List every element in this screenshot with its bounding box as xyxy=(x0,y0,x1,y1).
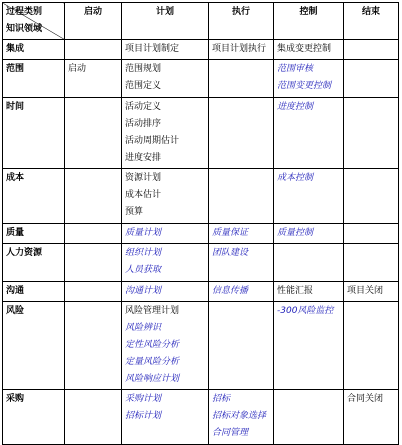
process-item: 定量风险分析 xyxy=(125,357,180,367)
process-item: 质量保证 xyxy=(212,228,249,238)
process-item: 项目计划执行 xyxy=(212,44,267,54)
process-matrix-table xyxy=(2,2,399,445)
corner-header-cell xyxy=(3,3,65,40)
cell-start xyxy=(65,390,122,445)
process-item: 范围定义 xyxy=(125,81,162,91)
cell-plan xyxy=(122,390,209,445)
cell-close xyxy=(344,302,399,390)
table-row xyxy=(3,98,399,169)
table-row xyxy=(3,282,399,302)
cell-start xyxy=(65,244,122,282)
cell-execute xyxy=(209,302,274,390)
process-item: 风险响应计划 xyxy=(125,374,180,384)
cell-plan xyxy=(122,302,209,390)
phase-header-execute: 执行 xyxy=(209,3,274,40)
process-item: 合同管理 xyxy=(212,428,249,438)
cell-control xyxy=(274,282,344,302)
table-row xyxy=(3,390,399,445)
cell-plan xyxy=(122,40,209,60)
corner-label-area: 知识领域 xyxy=(6,24,43,34)
process-item: 人员获取 xyxy=(125,265,162,275)
knowledge-area-label: 质量 xyxy=(3,224,65,244)
cell-plan xyxy=(122,169,209,224)
process-item: 团队建设 xyxy=(212,248,249,258)
process-item: 风险管理计划 xyxy=(125,306,180,316)
process-item: 活动周期估计 xyxy=(125,136,180,146)
cell-close xyxy=(344,224,399,244)
table-row xyxy=(3,302,399,390)
process-item: 活动排序 xyxy=(125,119,162,129)
cell-execute xyxy=(209,169,274,224)
cell-execute xyxy=(209,60,274,98)
process-item: 预算 xyxy=(125,207,144,217)
knowledge-area-label: 时间 xyxy=(3,98,65,169)
table-row xyxy=(3,244,399,282)
cell-execute xyxy=(209,244,274,282)
cell-plan xyxy=(122,224,209,244)
process-item: 采购计划 xyxy=(125,394,162,404)
cell-control xyxy=(274,60,344,98)
table-row xyxy=(3,60,399,98)
process-item: 进度安排 xyxy=(125,153,162,163)
phase-header-start: 启动 xyxy=(65,3,122,40)
cell-close xyxy=(344,169,399,224)
process-item: 质量计划 xyxy=(125,228,162,238)
cell-close xyxy=(344,40,399,60)
cell-start xyxy=(65,98,122,169)
process-item: 项目关闭 xyxy=(347,286,384,296)
table-row xyxy=(3,169,399,224)
process-item: 招标计划 xyxy=(125,411,162,421)
cell-control xyxy=(274,390,344,445)
table-row xyxy=(3,224,399,244)
knowledge-area-label: 范围 xyxy=(3,60,65,98)
cell-start xyxy=(65,302,122,390)
process-item: 定性风险分析 xyxy=(125,340,180,350)
process-item: -300风险监控 xyxy=(277,306,334,316)
process-item: 性能汇报 xyxy=(277,286,314,296)
cell-plan xyxy=(122,60,209,98)
process-item: 信息传播 xyxy=(212,286,249,296)
cell-control xyxy=(274,224,344,244)
process-item: 进度控制 xyxy=(277,102,314,112)
process-item: 资源计划 xyxy=(125,173,162,183)
phase-header-plan: 计划 xyxy=(122,3,209,40)
cell-control xyxy=(274,40,344,60)
process-item: 风险辨识 xyxy=(125,323,162,333)
process-item: 成本估计 xyxy=(125,190,162,200)
cell-start xyxy=(65,169,122,224)
process-item: 组织计划 xyxy=(125,248,162,258)
knowledge-area-label: 沟通 xyxy=(3,282,65,302)
process-item: 招标对象选择 xyxy=(212,411,267,421)
cell-execute xyxy=(209,40,274,60)
cell-execute xyxy=(209,98,274,169)
phase-header-control: 控制 xyxy=(274,3,344,40)
corner-label-process: 过程类别 xyxy=(6,7,43,17)
cell-control xyxy=(274,244,344,282)
process-item: 招标 xyxy=(212,394,231,404)
process-item: 项目计划制定 xyxy=(125,44,180,54)
cell-execute xyxy=(209,224,274,244)
cell-close xyxy=(344,282,399,302)
cell-close xyxy=(344,98,399,169)
cell-plan xyxy=(122,98,209,169)
table-row xyxy=(3,40,399,60)
process-item: 范围规划 xyxy=(125,64,162,74)
cell-execute xyxy=(209,282,274,302)
cell-control xyxy=(274,302,344,390)
cell-start xyxy=(65,224,122,244)
cell-plan xyxy=(122,282,209,302)
header-row xyxy=(3,3,399,40)
phase-header-close: 结束 xyxy=(344,3,399,40)
cell-close xyxy=(344,390,399,445)
process-item: 活动定义 xyxy=(125,102,162,112)
process-item: 沟通计划 xyxy=(125,286,162,296)
knowledge-area-label: 成本 xyxy=(3,169,65,224)
process-item: 范围审核 xyxy=(277,64,314,74)
cell-plan xyxy=(122,244,209,282)
process-item: 质量控制 xyxy=(277,228,314,238)
knowledge-area-label: 采购 xyxy=(3,390,65,445)
cell-control xyxy=(274,169,344,224)
cell-start xyxy=(65,282,122,302)
cell-close xyxy=(344,244,399,282)
cell-control xyxy=(274,98,344,169)
knowledge-area-label: 风险 xyxy=(3,302,65,390)
process-item: 启动 xyxy=(68,64,87,74)
process-item: 合同关闭 xyxy=(347,394,384,404)
matrix-body xyxy=(3,40,399,445)
process-item: 成本控制 xyxy=(277,173,314,183)
cell-close xyxy=(344,60,399,98)
process-item: 集成变更控制 xyxy=(277,44,332,54)
knowledge-area-label: 人力资源 xyxy=(3,244,65,282)
knowledge-area-label: 集成 xyxy=(3,40,65,60)
cell-execute xyxy=(209,390,274,445)
cell-start xyxy=(65,60,122,98)
process-item: 范围变更控制 xyxy=(277,81,332,91)
cell-start xyxy=(65,40,122,60)
